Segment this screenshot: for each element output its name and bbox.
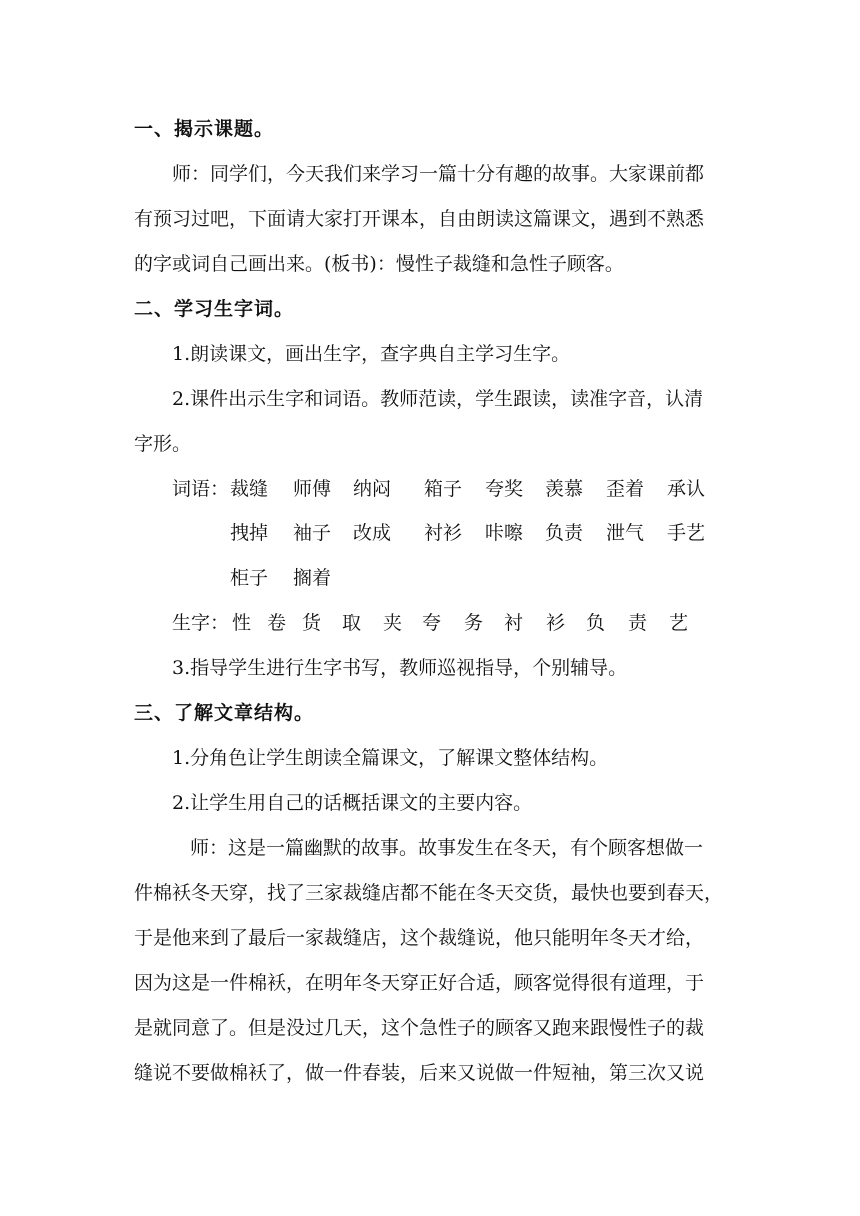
vocab-word: 箱子 — [424, 478, 463, 500]
vocab-word: 歪着 — [606, 478, 645, 500]
chars-label: 生字： — [172, 612, 230, 634]
paragraph-2-line-5: 是就同意了。但是没过几天，这个急性子的顾客又跑来跟慢性子的裁 — [134, 1017, 705, 1039]
vocab-label: 词语： — [172, 478, 230, 500]
vocab-word: 承认 — [667, 478, 706, 500]
list-item-1: 1.朗读课文，画出生字，查字典自主学习生字。 — [172, 343, 571, 365]
new-character: 夹 — [383, 612, 403, 634]
list-item-4: 1.分角色让学生朗读全篇课文，了解课文整体结构。 — [172, 747, 609, 769]
vocab-word: 夸奖 — [485, 478, 524, 500]
vocab-word: 负责 — [545, 522, 584, 544]
section-1-heading: 一、揭示课题。 — [134, 118, 275, 140]
vocab-word: 咔嚓 — [485, 522, 524, 544]
new-character: 卷 — [267, 612, 287, 634]
new-character: 货 — [302, 612, 322, 634]
vocab-word: 搁着 — [293, 567, 332, 589]
new-character: 艺 — [669, 612, 689, 634]
new-character: 责 — [628, 612, 648, 634]
new-character: 性 — [232, 612, 252, 634]
paragraph-1-line-1: 师：同学们，今天我们来学习一篇十分有趣的故事。大家课前都 — [172, 163, 705, 185]
section-3-heading: 三、了解文章结构。 — [134, 702, 315, 724]
list-item-5: 2.让学生用自己的话概括课文的主要内容。 — [172, 792, 533, 814]
vocab-word: 袖子 — [293, 522, 332, 544]
vocab-word: 手艺 — [667, 522, 706, 544]
paragraph-2-line-3: 于是他来到了最后一家裁缝店，这个裁缝说，他只能明年冬天才给， — [134, 927, 705, 949]
vocab-word: 改成 — [353, 522, 392, 544]
vocab-word: 羡慕 — [545, 478, 584, 500]
vocab-word: 裁缝 — [230, 478, 269, 500]
vocab-word: 拽掉 — [230, 522, 269, 544]
section-2-heading: 二、学习生字词。 — [134, 298, 295, 320]
list-item-3: 3.指导学生进行生字书写，教师巡视指导，个别辅导。 — [172, 657, 628, 679]
paragraph-1-line-2: 有预习过吧，下面请大家打开课本，自由朗读这篇课文，遇到不熟悉 — [134, 208, 705, 230]
new-character: 衫 — [546, 612, 566, 634]
list-item-2-line-1: 2.课件出示生字和词语。教师范读，学生跟读，读准字音，认清 — [172, 388, 704, 410]
vocab-word: 泄气 — [606, 522, 645, 544]
vocab-word: 衬衫 — [424, 522, 463, 544]
paragraph-1-line-3: 的字或词自己画出来。(板书)：慢性子裁缝和急性子顾客。 — [134, 253, 624, 275]
list-item-2-line-2: 字形。 — [134, 433, 192, 455]
vocab-word: 师傅 — [293, 478, 332, 500]
new-character: 衬 — [504, 612, 524, 634]
new-character: 夸 — [422, 612, 442, 634]
paragraph-2-line-4: 因为这是一件棉袄，在明年冬天穿正好合适，顾客觉得很有道理，于 — [134, 972, 705, 994]
vocab-word: 柜子 — [230, 567, 269, 589]
new-character: 务 — [464, 612, 484, 634]
paragraph-2-line-1: 师：这是一篇幽默的故事。故事发生在冬天，有个顾客想做一 — [190, 837, 704, 859]
paragraph-2-line-2: 件棉袄冬天穿，找了三家裁缝店都不能在冬天交货，最快也要到春天， — [134, 882, 724, 904]
paragraph-2-line-6: 缝说不要做棉袄了，做一件春装，后来又说做一件短袖，第三次又说 — [134, 1062, 705, 1084]
vocab-word: 纳闷 — [353, 478, 392, 500]
new-character: 负 — [586, 612, 606, 634]
new-character: 取 — [342, 612, 362, 634]
